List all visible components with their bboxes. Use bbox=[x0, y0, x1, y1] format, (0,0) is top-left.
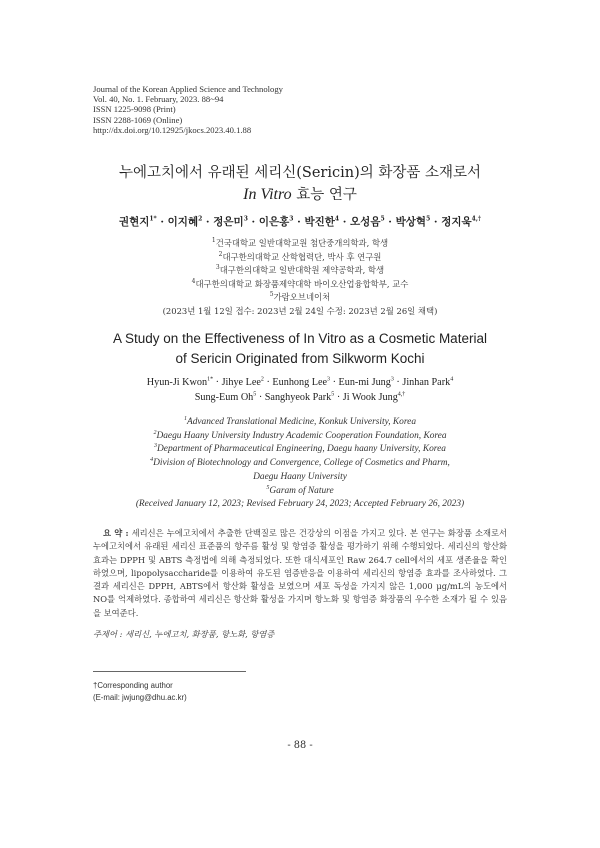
author-affiliation-mark: 2 bbox=[260, 376, 264, 383]
affiliation-line bbox=[0, 443, 600, 457]
author-name: 박진한 bbox=[304, 216, 335, 228]
title-korean bbox=[0, 162, 600, 206]
submission-dates: (Received January 12, 2023; Revised February 24, 2023; Accepted February 26, 2023) bbox=[135, 499, 465, 510]
author-affiliation-mark: 2 bbox=[198, 215, 203, 223]
title-english-line1: A Study on the Effectiveness of In Vitro as a Cosmetic Material bbox=[113, 331, 487, 346]
author-name: 이지혜 bbox=[167, 216, 199, 228]
author-name: Sanghyeok Park bbox=[264, 391, 332, 403]
affiliation-line bbox=[0, 278, 600, 292]
author-separator: · bbox=[213, 377, 222, 388]
author-affiliation-mark: 4 bbox=[334, 215, 340, 223]
author-name: 권현지 bbox=[118, 216, 150, 228]
author-separator: · bbox=[330, 377, 339, 388]
author-affiliation-mark: 5 bbox=[331, 391, 335, 398]
author-separator: · bbox=[202, 216, 214, 228]
author-separator: · bbox=[339, 216, 351, 228]
affiliation-line bbox=[0, 416, 600, 430]
page-number: - 88 - bbox=[287, 740, 313, 751]
footnote-email: (E-mail: jwjung@dhu.ac.kr) bbox=[93, 693, 187, 703]
author-separator: · bbox=[334, 391, 343, 403]
author-name: Jinhan Park bbox=[402, 377, 451, 388]
author-name: Eun-mi Jung bbox=[338, 377, 391, 388]
title-korean-line2 bbox=[0, 184, 600, 206]
title-korean-rest: 효능 연구 bbox=[291, 187, 357, 203]
authors-english-line1 bbox=[0, 376, 600, 391]
abstract bbox=[93, 527, 507, 620]
affiliation-mark: 5 bbox=[266, 484, 270, 491]
affiliation-mark: 2 bbox=[218, 250, 223, 258]
title-korean-italic: In Vitro bbox=[243, 186, 292, 203]
author-separator: · bbox=[293, 216, 305, 228]
author-name: Hyun-Ji Kwon bbox=[146, 377, 208, 388]
journal-issn-print: ISSN 1225-9098 (Print) bbox=[93, 104, 176, 115]
author-separator: · bbox=[156, 216, 168, 228]
author-separator: · bbox=[430, 216, 442, 228]
author-separator: · bbox=[247, 216, 259, 228]
author-affiliation-mark: 1* bbox=[207, 376, 214, 383]
affiliation-line bbox=[0, 251, 600, 265]
author-separator: · bbox=[263, 377, 273, 388]
author-affiliation-mark: 5 bbox=[253, 391, 257, 398]
author-name: 오성음 bbox=[350, 216, 381, 228]
affiliation-text: Advanced Translational Medicine, Konkuk University, Korea bbox=[186, 417, 417, 427]
affiliation-text: Daegu Haany University Industry Academic Cooperation Foundation, Korea bbox=[156, 430, 447, 441]
affiliation-line bbox=[0, 471, 600, 485]
affiliation-text: Garam of Nature bbox=[269, 485, 334, 496]
author-affiliation-mark: 1* bbox=[149, 215, 157, 223]
affiliation-mark: 4 bbox=[191, 277, 196, 285]
affiliation-text: Department of Pharmaceutical Engineering, Daegu haany University, Korea bbox=[157, 444, 446, 455]
author-name: 정은미 bbox=[213, 216, 244, 228]
author-separator: · bbox=[393, 377, 403, 388]
author-name: 이은홍 bbox=[258, 216, 290, 228]
affiliation-line bbox=[0, 291, 600, 305]
authors-english-line2 bbox=[0, 391, 600, 406]
author-name: Ji Wook Jung bbox=[342, 391, 398, 403]
affiliation-line bbox=[0, 485, 600, 499]
affiliation-line bbox=[0, 264, 600, 278]
journal-volume: Vol. 40, No. 1. February, 2023. 88~94 bbox=[93, 94, 224, 105]
abstract-label: 요 약 : bbox=[103, 528, 129, 538]
author-name: 정지욱 bbox=[441, 216, 472, 228]
keywords: 주제어 : 세리신, 누에고치, 화장품, 항노화, 항염증 bbox=[93, 629, 275, 639]
affiliation-mark: 1 bbox=[211, 237, 216, 245]
author-separator: · bbox=[256, 391, 265, 403]
affiliation-mark: 4 bbox=[150, 456, 154, 463]
affiliation-text: 가람오브네이처 bbox=[273, 292, 331, 303]
author-affiliation-mark: 5 bbox=[380, 215, 385, 223]
footnote-corresponding: †Corresponding author bbox=[93, 681, 173, 690]
author-affiliation-mark: 4,† bbox=[471, 215, 482, 223]
author-name: Sung-Eum Oh bbox=[194, 391, 254, 403]
journal-doi-link[interactable]: http://dx.doi.org/10.12925/jkocs.2023.40.1.88 bbox=[93, 124, 252, 135]
affiliation-text: Daegu Haany University bbox=[253, 471, 347, 482]
affiliation-line bbox=[0, 237, 600, 251]
author-affiliation-mark: 4 bbox=[450, 376, 454, 383]
affiliation-text: 대구한의대학교 화장품제약대학 바이오산업융합학부, 교수 bbox=[195, 278, 409, 289]
journal-info bbox=[93, 84, 283, 135]
affiliations-korean bbox=[0, 237, 600, 319]
footnote-divider bbox=[93, 671, 246, 672]
author-affiliation-mark: 3 bbox=[289, 215, 294, 223]
title-english bbox=[0, 329, 600, 369]
footnote bbox=[93, 680, 187, 705]
affiliation-mark: 3 bbox=[154, 443, 158, 450]
affiliation-text: 대구한의대학교 산학협력단, 박사 후 연구원 bbox=[222, 251, 382, 262]
author-affiliation-mark: 3 bbox=[327, 376, 331, 383]
affiliation-line bbox=[0, 430, 600, 444]
affiliation-mark: 1 bbox=[183, 415, 187, 422]
affiliation-mark: 3 bbox=[215, 264, 220, 272]
abstract-text: 세리신은 누에고치에서 추출한 단백질로 많은 건강상의 이점을 가지고 있다. 본 연구는 화장품 소재로서 누에고치에서 유래된 세리신 표준품의 항주름 활성 및 항염증 활성을 평가하기 위해 수행되었다. 세리신의 항산화 효과는 DPPH 및 ABTS 측정법에 의해 측정되었다. 또한 대식세포인 Raw 264.7 cell에서의 세포 생존율을 확인하였으며, lipopolysaccharide를 이용하여 유도된 염증반응을 이용하여 세리신의 항염증 효과를 조사하였다. 그 결과 세리신은 DPPH, ABTS에서 항산화 활성을 보였으며 세포 독성을 가지지 않은 1,000 μg/mL의 농도에서 NO를 억제하였다. 종합하여 세리신은 항산화 활성을 가지며 항노화 및 항염증 화장품의 우수한 소재가 될 수 있음을 보여준다. bbox=[93, 528, 508, 618]
submission-dates: (2023년 1월 12일 접수: 2023년 2월 24일 수정: 2023년 2월 26일 채택) bbox=[162, 305, 438, 316]
author-separator: · bbox=[384, 216, 396, 228]
author-affiliation-mark: 4,† bbox=[397, 391, 406, 398]
authors-korean bbox=[0, 214, 600, 229]
affiliation-mark: 5 bbox=[269, 291, 274, 299]
title-english-line2: of Sericin Originated from Silkworm Kochi bbox=[175, 351, 425, 366]
author-affiliation-mark: 5 bbox=[426, 215, 431, 223]
author-name: 박상혁 bbox=[395, 216, 427, 228]
title-korean-line1: 누에고치에서 유래된 세리신(Sericin)의 화장품 소재로서 bbox=[118, 165, 482, 181]
authors-english bbox=[0, 376, 600, 405]
author-affiliation-mark: 3 bbox=[243, 215, 248, 223]
journal-issn-online: ISSN 2288-1069 (Online) bbox=[93, 114, 183, 125]
affiliation-line bbox=[0, 457, 600, 471]
affiliation-text: 건국대학교 일반대학교원 첨단중개의학과, 학생 bbox=[215, 238, 389, 248]
affiliation-mark: 2 bbox=[153, 429, 157, 436]
affiliation-text: Division of Biotechnology and Convergence, College of Cosmetics and Pharm, bbox=[153, 458, 450, 469]
author-name: Eunhong Lee bbox=[272, 377, 328, 388]
journal-name: Journal of the Korean Applied Science and Technology bbox=[93, 84, 283, 94]
author-name: Jihye Lee bbox=[221, 377, 261, 388]
affiliations-english bbox=[0, 416, 600, 512]
affiliation-text: 대구한의대학교 일반대학원 제약공학과, 학생 bbox=[219, 265, 385, 276]
author-affiliation-mark: 3 bbox=[390, 376, 394, 383]
